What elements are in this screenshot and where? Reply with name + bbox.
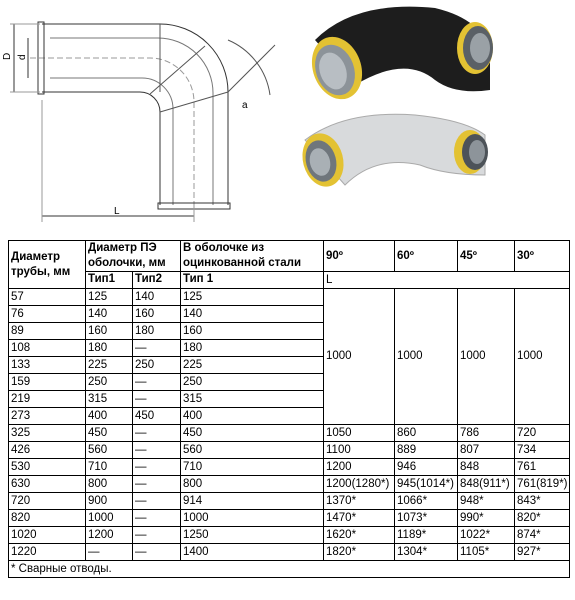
table-cell: 250	[181, 374, 324, 391]
table-cell: 160	[86, 323, 133, 340]
table-cell: —	[133, 544, 181, 561]
table-cell: 889	[395, 442, 458, 459]
header-row-2	[9, 272, 570, 289]
table-cell: —	[133, 459, 181, 476]
table-cell: 450	[86, 425, 133, 442]
table-cell: 108	[9, 340, 86, 357]
table-cell: 927*	[515, 544, 570, 561]
type2-header: Тип2	[133, 272, 181, 289]
table-cell: 734	[515, 442, 570, 459]
table-cell: 1470*	[324, 510, 395, 527]
table-cell: 946	[395, 459, 458, 476]
table-row	[9, 459, 570, 476]
table-cell: 1400	[181, 544, 324, 561]
table-cell: —	[133, 510, 181, 527]
table-cell: 180	[133, 323, 181, 340]
elbow-technical-drawing	[0, 0, 285, 228]
table-row	[9, 510, 570, 527]
table-cell: 315	[86, 391, 133, 408]
table-cell: 1073*	[395, 510, 458, 527]
table-cell: 1200	[324, 459, 395, 476]
galvanized-elbow-image	[297, 114, 488, 191]
pipe-diameter-header: Диаметр трубы, мм	[9, 241, 86, 289]
table-cell: 820	[9, 510, 86, 527]
pe-shell-diameter-header: Диаметр ПЭ оболочки, мм	[86, 241, 181, 272]
table-cell: 720	[9, 493, 86, 510]
table-cell: 1100	[324, 442, 395, 459]
table-cell: 140	[86, 306, 133, 323]
table-row	[9, 425, 570, 442]
table-cell: 874*	[515, 527, 570, 544]
table-row	[9, 476, 570, 493]
table-cell: 180	[181, 340, 324, 357]
length-45-merged: 1000	[458, 289, 515, 425]
table-row	[9, 442, 570, 459]
header-row-1	[9, 241, 570, 272]
table-cell: 800	[181, 476, 324, 493]
table-cell: 1105*	[458, 544, 515, 561]
table-cell: 450	[181, 425, 324, 442]
table-cell: 914	[181, 493, 324, 510]
angle-label: a	[242, 100, 248, 111]
angle-45-header: 45º	[458, 241, 515, 272]
table-cell: —	[133, 493, 181, 510]
table-row	[9, 493, 570, 510]
table-cell: —	[86, 544, 133, 561]
table-cell: 710	[181, 459, 324, 476]
table-cell: —	[133, 442, 181, 459]
table-cell: 400	[86, 408, 133, 425]
pe-jacket-elbow-image	[304, 7, 493, 107]
table-cell: 125	[181, 289, 324, 306]
table-cell: 159	[9, 374, 86, 391]
table-cell: —	[133, 340, 181, 357]
table-cell: 630	[9, 476, 86, 493]
angle-30-header: 30º	[515, 241, 570, 272]
type1-header: Тип1	[86, 272, 133, 289]
table-cell: 160	[133, 306, 181, 323]
table-cell: 720	[515, 425, 570, 442]
table-cell: 315	[181, 391, 324, 408]
length-label: L	[114, 206, 120, 217]
table-cell: 1250	[181, 527, 324, 544]
table-cell: 1820*	[324, 544, 395, 561]
table-cell: 1620*	[324, 527, 395, 544]
length-90-merged: 1000	[324, 289, 395, 425]
table-cell: 219	[9, 391, 86, 408]
table-row	[9, 544, 570, 561]
table-cell: 1370*	[324, 493, 395, 510]
table-cell: 1200(1280*)	[324, 476, 395, 493]
table-cell: 900	[86, 493, 133, 510]
table-cell: 948*	[458, 493, 515, 510]
table-cell: —	[133, 476, 181, 493]
table-cell: 180	[86, 340, 133, 357]
table-cell: 560	[181, 442, 324, 459]
length-30-merged: 1000	[515, 289, 570, 425]
table-cell: —	[133, 391, 181, 408]
table-cell: 860	[395, 425, 458, 442]
table-cell: —	[133, 374, 181, 391]
table-cell: 945(1014*)	[395, 476, 458, 493]
table-cell: —	[133, 527, 181, 544]
table-cell: 560	[86, 442, 133, 459]
table-cell: 1050	[324, 425, 395, 442]
table-cell: 1304*	[395, 544, 458, 561]
galv-type1-header: Тип 1	[181, 272, 324, 289]
table-cell: 761(819*)	[515, 476, 570, 493]
table-cell: 160	[181, 323, 324, 340]
table-cell: 761	[515, 459, 570, 476]
table-cell: 1000	[86, 510, 133, 527]
table-cell: 133	[9, 357, 86, 374]
galvanized-shell-header: В оболочке из оцинкованной стали	[181, 241, 324, 272]
table-cell: 710	[86, 459, 133, 476]
table-row	[9, 289, 570, 306]
table-cell: 843*	[515, 493, 570, 510]
outer-diameter-label: D	[2, 52, 13, 60]
length-60-merged: 1000	[395, 289, 458, 425]
table-cell: 848(911*)	[458, 476, 515, 493]
table-cell: 225	[86, 357, 133, 374]
length-header: L	[324, 272, 570, 289]
table-cell: 786	[458, 425, 515, 442]
table-cell: 820*	[515, 510, 570, 527]
elbow-spec-table	[8, 240, 570, 578]
table-cell: 1066*	[395, 493, 458, 510]
table-cell: 325	[9, 425, 86, 442]
table-cell: 1020	[9, 527, 86, 544]
table-cell: 89	[9, 323, 86, 340]
footnote-row	[9, 561, 570, 578]
table-cell: —	[133, 425, 181, 442]
footnote: * Сварные отводы.	[9, 561, 570, 578]
table-cell: 807	[458, 442, 515, 459]
table-cell: 400	[181, 408, 324, 425]
table-cell: 426	[9, 442, 86, 459]
table-cell: 76	[9, 306, 86, 323]
table-cell: 1220	[9, 544, 86, 561]
table-cell: 250	[86, 374, 133, 391]
table-cell: 848	[458, 459, 515, 476]
table-cell: 140	[133, 289, 181, 306]
inner-diameter-label: d	[17, 54, 28, 60]
table-cell: 225	[181, 357, 324, 374]
table-cell: 990*	[458, 510, 515, 527]
angle-90-header: 90º	[324, 241, 395, 272]
table-cell: 125	[86, 289, 133, 306]
table-cell: 1000	[181, 510, 324, 527]
table-cell: 273	[9, 408, 86, 425]
table-cell: 1189*	[395, 527, 458, 544]
table-cell: 800	[86, 476, 133, 493]
angle-60-header: 60º	[395, 241, 458, 272]
table-cell: 450	[133, 408, 181, 425]
table-cell: 1022*	[458, 527, 515, 544]
table-cell: 140	[181, 306, 324, 323]
table-cell: 1200	[86, 527, 133, 544]
table-cell: 250	[133, 357, 181, 374]
table-cell: 57	[9, 289, 86, 306]
table-cell: 530	[9, 459, 86, 476]
elbow-product-renders	[285, 0, 575, 228]
table-row	[9, 527, 570, 544]
